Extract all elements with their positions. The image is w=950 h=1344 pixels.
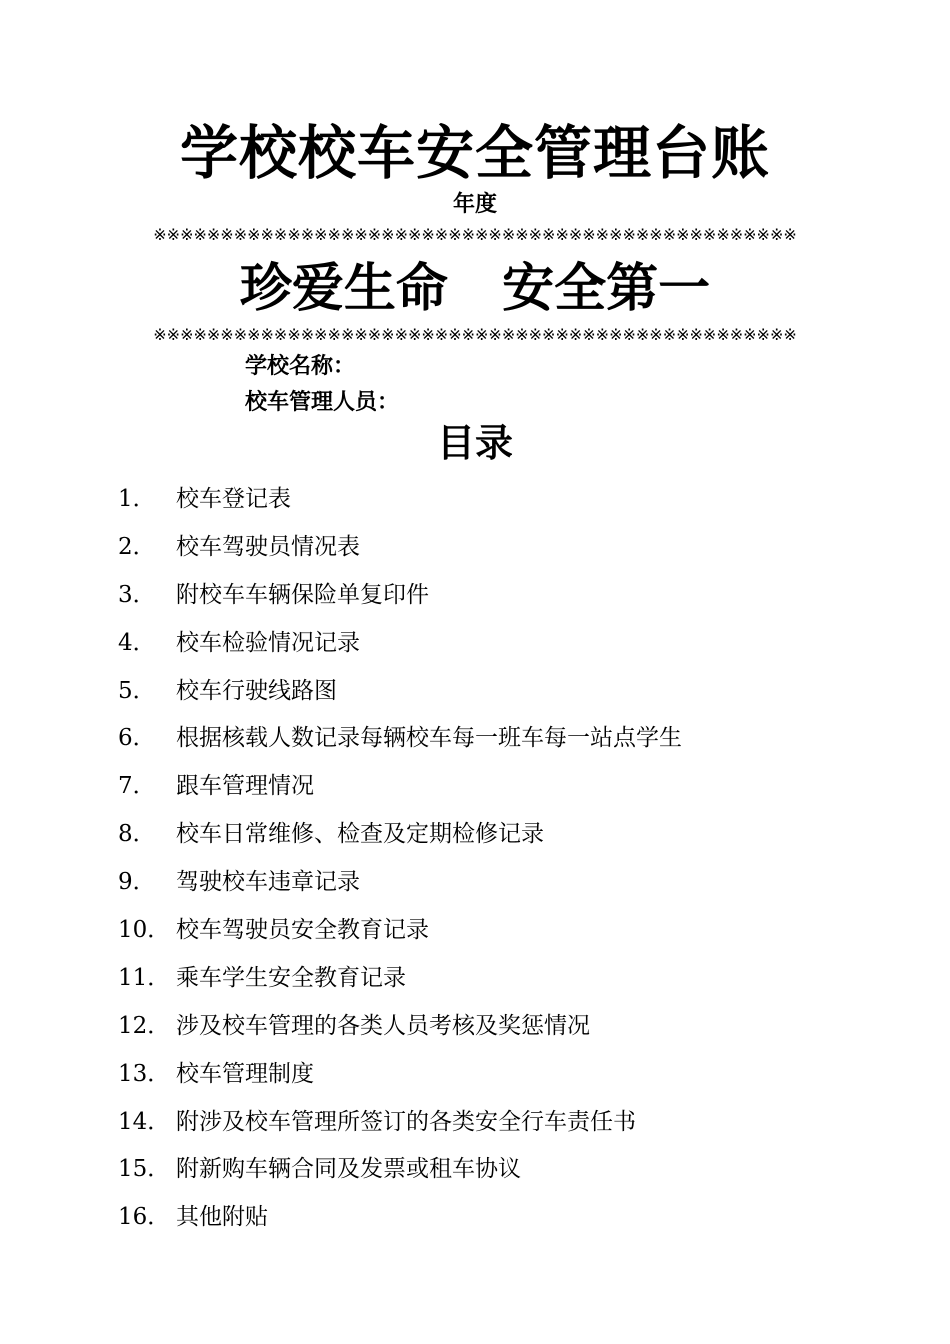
- toc-item-text: 校车管理制度: [176, 1060, 314, 1087]
- toc-item-text: 附新购车辆合同及发票或租车协议: [176, 1156, 521, 1183]
- decorative-divider-bottom: ※※※※※※※※※※※※※※※※※※※※※※※※※※※※※※※※※※※※※※※※※※※※※※※※: [153, 325, 797, 344]
- toc-item: [118, 528, 878, 576]
- toc-item-text: 跟车管理情况: [176, 773, 314, 800]
- toc-title: 目录: [436, 421, 513, 465]
- toc-item: [118, 1007, 878, 1055]
- toc-item-text: 驾驶校车违章记录: [176, 869, 360, 896]
- school-name-field: 学校名称：: [245, 354, 356, 379]
- toc-item-number: 16．: [118, 1204, 171, 1231]
- toc-item-number: 12．: [118, 1012, 171, 1039]
- toc-item: [118, 672, 878, 720]
- toc-item: [118, 767, 878, 815]
- toc-item: [118, 815, 878, 863]
- document-title: 学校校车安全管理台账: [179, 119, 770, 187]
- toc-item-number: 11．: [118, 964, 171, 991]
- slogan: 珍爱生命 安全第一: [239, 259, 711, 319]
- toc-item-text: 校车驾驶员安全教育记录: [176, 917, 429, 944]
- toc-item: [118, 1055, 878, 1103]
- toc-item-number: 7．: [118, 773, 156, 800]
- toc-item: [118, 719, 878, 767]
- toc-item: [118, 624, 878, 672]
- toc-item-number: 10．: [118, 917, 171, 944]
- toc-item-text: 涉及校车管理的各类人员考核及奖惩情况: [176, 1012, 590, 1039]
- toc-item-number: 2．: [118, 533, 156, 560]
- toc-item: [118, 480, 878, 528]
- manager-field: 校车管理人员：: [245, 390, 400, 415]
- toc-item: [118, 1150, 878, 1198]
- toc-item-number: 13．: [118, 1060, 171, 1087]
- toc-item-number: 5．: [118, 677, 156, 704]
- toc-item-text: 校车日常维修、检查及定期检修记录: [176, 821, 544, 848]
- decorative-divider-top: ※※※※※※※※※※※※※※※※※※※※※※※※※※※※※※※※※※※※※※※※※※※※※※※※: [153, 225, 797, 244]
- year-label: 年度: [452, 192, 497, 217]
- toc-item-text: 乘车学生安全教育记录: [176, 964, 406, 991]
- toc-item: [118, 863, 878, 911]
- toc-item-text: 其他附贴: [176, 1204, 268, 1231]
- toc-item-text: 附校车车辆保险单复印件: [176, 581, 429, 608]
- toc-item: [118, 911, 878, 959]
- toc-item-text: 校车驾驶员情况表: [176, 533, 360, 560]
- toc-item-text: 校车检验情况记录: [176, 629, 360, 656]
- toc-item-number: 6．: [118, 725, 156, 752]
- toc-item-text: 校车行驶线路图: [176, 677, 337, 704]
- toc-item-text: 根据核载人数记录每辆校车每一班车每一站点学生: [176, 725, 682, 752]
- toc-item: [118, 1103, 878, 1151]
- toc-item: [118, 1198, 878, 1246]
- table-of-contents: [118, 480, 878, 1246]
- toc-item-number: 9．: [118, 869, 156, 896]
- toc-item-number: 4．: [118, 629, 156, 656]
- toc-item-number: 3．: [118, 581, 156, 608]
- toc-item-text: 校车登记表: [176, 486, 291, 512]
- toc-item-number: 8．: [118, 821, 156, 848]
- toc-item-number: 1．: [118, 486, 156, 512]
- toc-item-number: 15．: [118, 1156, 171, 1183]
- toc-item-text: 附涉及校车管理所签订的各类安全行车责任书: [176, 1108, 636, 1135]
- toc-item: [118, 959, 878, 1007]
- toc-item-number: 14．: [118, 1108, 171, 1135]
- toc-item: [118, 576, 878, 624]
